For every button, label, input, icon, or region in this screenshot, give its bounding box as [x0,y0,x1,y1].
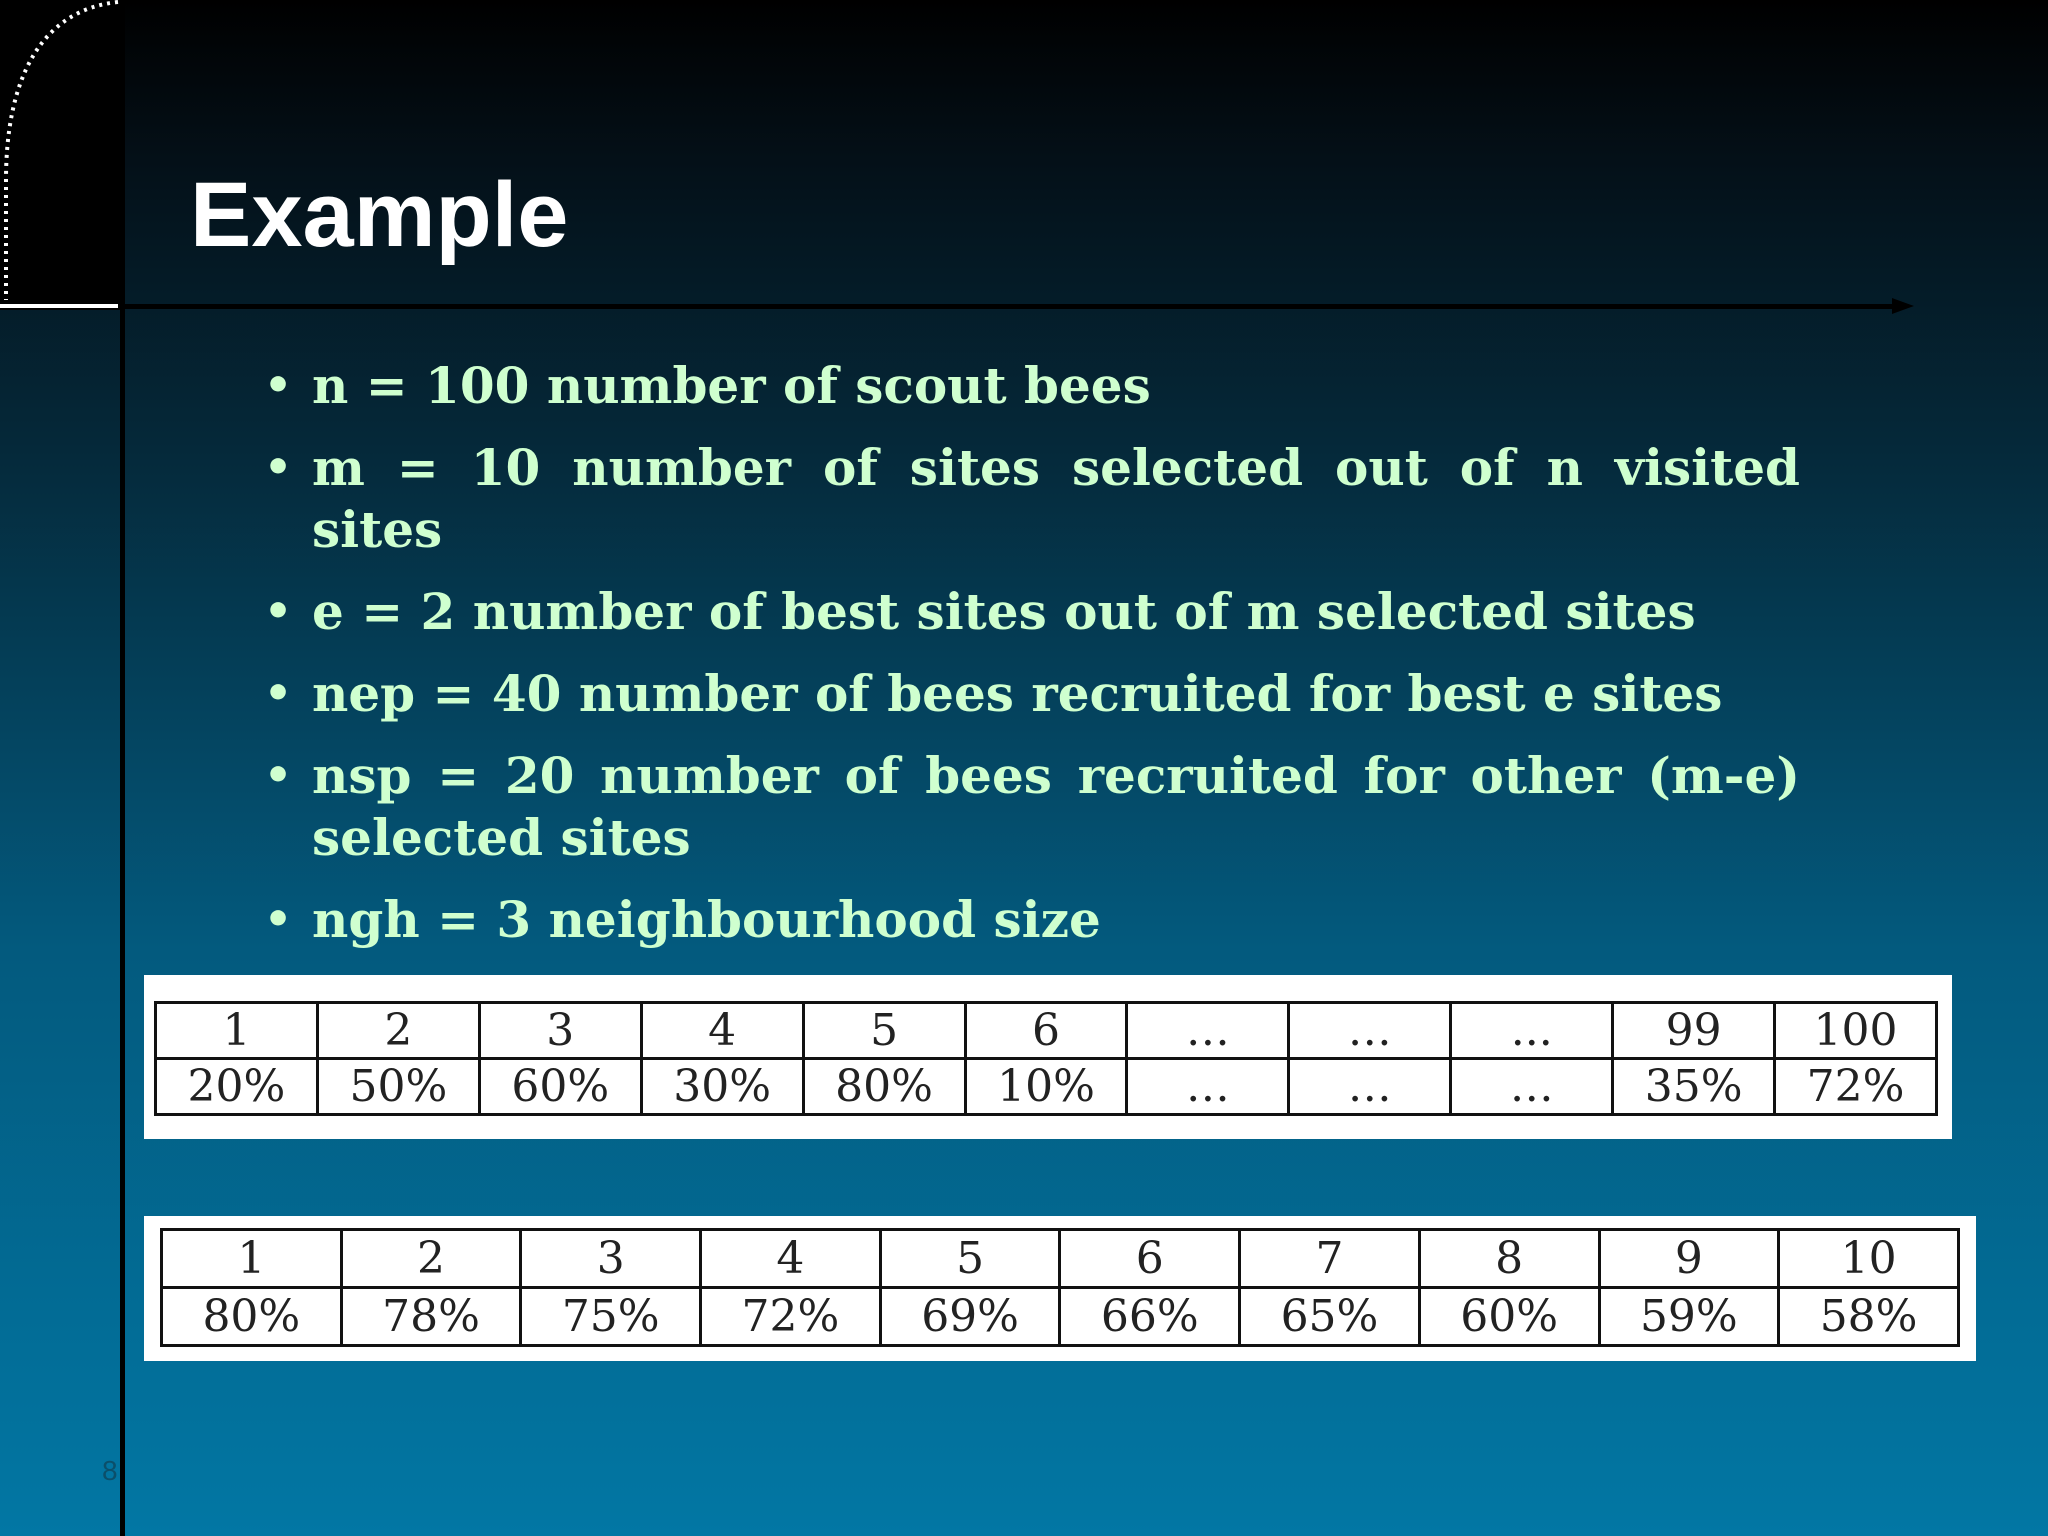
site-index-cell: 1 [156,1003,318,1059]
site-value-cell: 80% [162,1288,342,1346]
site-value-cell: 10% [965,1059,1127,1115]
bullet-text: e = 2 number of best sites out of m selected sites [312,582,1696,641]
site-index-cell: ... [1451,1003,1613,1059]
table-row [156,1059,1937,1115]
table-row [156,1003,1937,1059]
title-underline-arrow [118,304,1898,309]
bullet-dot-icon: • [264,442,293,493]
bullet-item-n [260,355,1800,417]
bullet-text: nep = 40 number of bees recruited for best e sites [312,664,1723,723]
site-index-cell: 3 [479,1003,641,1059]
site-value-cell: 69% [880,1288,1060,1346]
site-value-cell: 20% [156,1059,318,1115]
all-sites-table [154,1001,1938,1116]
bullet-text: ngh = 3 neighbourhood size [312,890,1101,949]
site-index-cell: 9 [1599,1230,1779,1288]
site-index-cell: 4 [701,1230,881,1288]
site-value-cell: 59% [1599,1288,1779,1346]
site-index-cell: 99 [1613,1003,1775,1059]
bullet-text: m = 10 number of sites selected out of n visited sites [312,438,1800,559]
site-index-cell: 5 [880,1230,1060,1288]
site-index-cell: … [1289,1003,1451,1059]
bullet-item-nsp [260,745,1800,869]
selected-sites-table-box [144,1216,1976,1361]
bullet-text: n = 100 number of scout bees [312,356,1151,415]
bullet-item-e [260,581,1800,643]
site-value-cell: 58% [1779,1288,1959,1346]
site-value-cell: 60% [1419,1288,1599,1346]
site-value-cell: 50% [317,1059,479,1115]
parameter-list [260,355,1800,971]
slide-title: Example [190,164,569,266]
bullet-text: nsp = 20 number of bees recruited for other (m-e) selected sites [312,746,1800,867]
site-value-cell: 78% [341,1288,521,1346]
table-row [162,1288,1959,1346]
site-value-cell: 60% [479,1059,641,1115]
site-index-cell: 2 [341,1230,521,1288]
bullet-item-nep [260,663,1800,725]
arrow-head-icon [1892,298,1914,314]
site-index-cell: 10 [1779,1230,1959,1288]
site-index-cell: 5 [803,1003,965,1059]
site-index-cell: … [1127,1003,1289,1059]
site-index-cell: 1 [162,1230,342,1288]
bullet-dot-icon: • [264,360,293,411]
site-index-cell: 8 [1419,1230,1599,1288]
site-value-cell: 65% [1240,1288,1420,1346]
bullet-dot-icon: • [264,894,293,945]
site-value-cell: … [1289,1059,1451,1115]
site-value-cell: 80% [803,1059,965,1115]
site-index-cell: 2 [317,1003,479,1059]
site-index-cell: 3 [521,1230,701,1288]
selected-sites-table [160,1228,1960,1347]
site-value-cell: … [1127,1059,1289,1115]
bullet-dot-icon: • [264,668,293,719]
site-index-cell: 6 [965,1003,1127,1059]
table-row [162,1230,1959,1288]
bullet-dot-icon: • [264,586,293,637]
site-index-cell: 6 [1060,1230,1240,1288]
bullet-dot-icon: • [264,750,293,801]
left-vertical-rule [120,300,125,1536]
site-value-cell: 75% [521,1288,701,1346]
site-value-cell: 66% [1060,1288,1240,1346]
site-index-cell: 7 [1240,1230,1420,1288]
site-value-cell: 72% [1775,1059,1937,1115]
site-value-cell: … [1451,1059,1613,1115]
site-value-cell: 35% [1613,1059,1775,1115]
site-value-cell: 72% [701,1288,881,1346]
site-index-cell: 4 [641,1003,803,1059]
slide-number: 8 [102,1455,118,1486]
bullet-item-m [260,437,1800,561]
bullet-item-ngh [260,889,1800,951]
site-value-cell: 30% [641,1059,803,1115]
all-sites-table-box [144,975,1952,1139]
site-index-cell: 100 [1775,1003,1937,1059]
decorative-dotted-arc [0,0,125,310]
